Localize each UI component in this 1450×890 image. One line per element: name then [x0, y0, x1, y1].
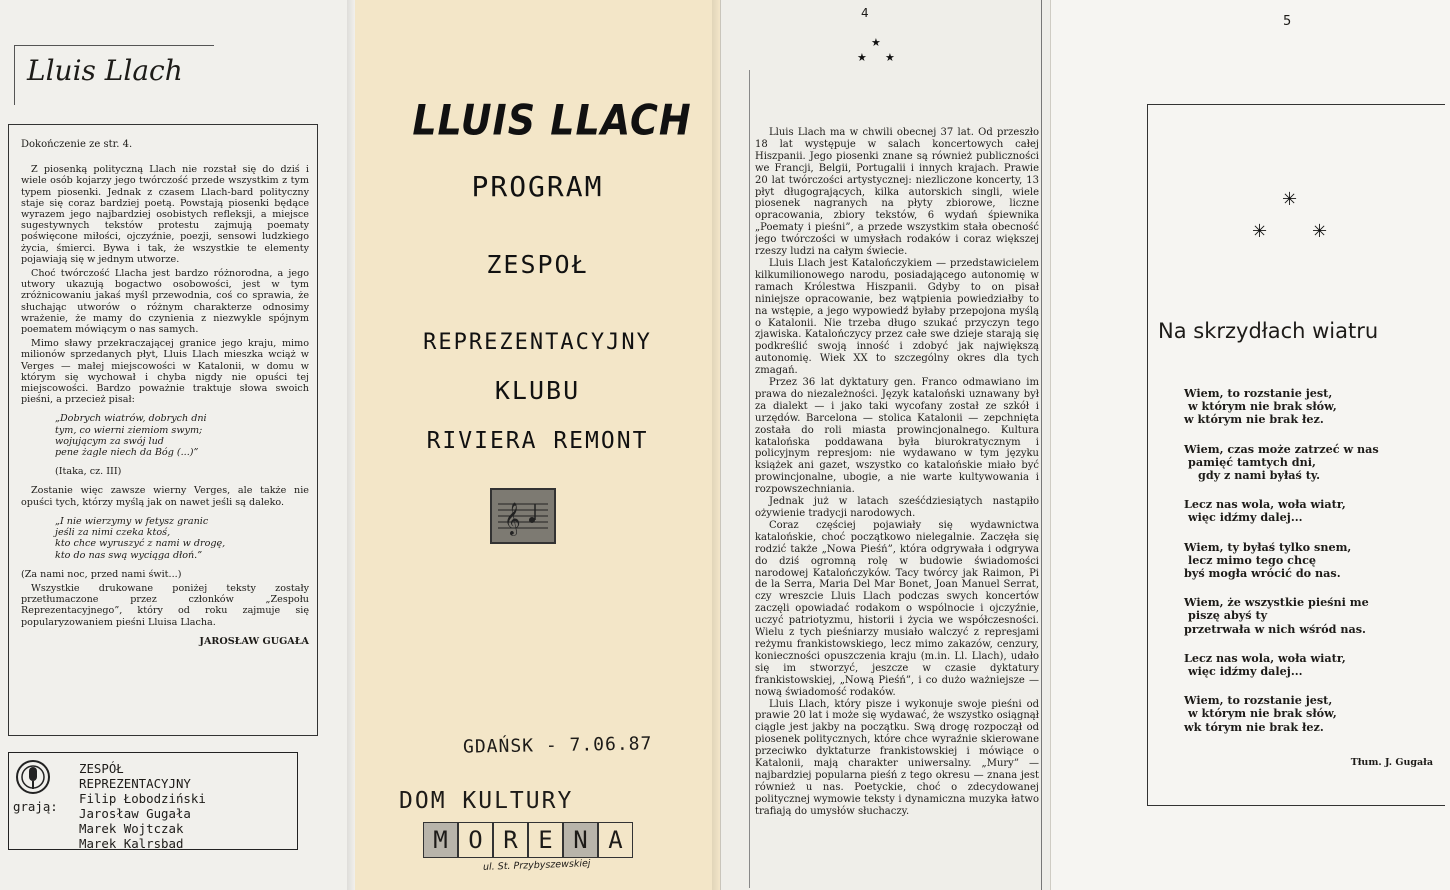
poem-line: przetrwała w nich wśród nas.: [1184, 621, 1366, 636]
poem-line: w którym nie brak słów,: [1188, 706, 1337, 721]
svg-text:✳: ✳: [1252, 221, 1268, 242]
plays-label: grają:: [13, 799, 58, 814]
author-signature: JAROSŁAW GUGAŁA: [199, 635, 309, 647]
article-paragraph: Jednak już w latach sześćdziesiątych nastąpiło ożywienie tradycji narodowych.: [755, 496, 1039, 519]
poem-line: Wiem, to rozstanie jest,: [1184, 693, 1333, 708]
poem-stanza: [1184, 541, 1434, 581]
poem-line: w którym nie brak łez.: [1184, 412, 1324, 427]
venue-letter: A: [598, 822, 633, 858]
venue-letter: E: [528, 822, 563, 858]
cover-line: RIVIERA REMONT: [426, 428, 649, 454]
article-paragraph: Mimo sławy przekraczającej granice jego kraju, mimo milionów sprzedanych płyt, Lluis Llach mieszka wciąż w Verges — małej miejscowości w Katalonii, w domu w którym się wychował i chyba nigdy nie opuści tej miejscowości. Bardzo poważnie traktuje słowa swoich pieśni, a przecież pisał:: [21, 338, 309, 406]
handwritten-title: Lluis Llach: [14, 45, 214, 105]
page-number: 4: [861, 6, 869, 20]
panel-biography: [720, 0, 1050, 890]
poem-line: Wiem, ty byłaś tylko snem,: [1184, 539, 1352, 554]
article-paragraph: Lluis Llach jest Katalończykiem — przedstawicielem kilkumilionowego narodu, posiadającego autonomię w ramach Królestwa Hiszpanii. Gdyby to on pisał niniejsze opracowanie, bez wątpienia powiedziałby to na wstępie, a jego wypowiedź byłaby przepojona myślą o Katalonii. Nie trzeba długo szukać przyczyn tego zjawiska. Katalończycy przez całe swe dzieje starają się podkreślić swoją inność i zdobyć jak największą autonomię. Wiek XX to szczególny okres dla tych zmagań.: [755, 257, 1039, 377]
cover-program: PROGRAM: [471, 170, 604, 203]
poem-line: Wiem, to rozstanie jest,: [1184, 386, 1333, 400]
credit-line: REPREZENTACYJNY: [79, 776, 191, 791]
column-rule: [749, 70, 750, 888]
poem-line: byś mogła wrócić do nas.: [1184, 566, 1341, 581]
article-paragraph: Choć twórczość Llacha jest bardzo różnorodna, a jego utwory ukazują bogactwo osobowości, jest w tym zróżnicowaniu jakaś myśl przewodnia, coś co sprawia, że słuchając utworów o różnym charakterze odnosimy wrażenie, że mamy do czynienia z niezwykle spójnym poematem mówiącym o nas samych.: [21, 268, 309, 336]
panel-article-continuation: [0, 0, 355, 890]
article-paragraph: Z piosenką polityczną Llach nie rozstał się do dziś i wiele osób kojarzy jego twórczość przede wszystkim z tym typem piosenki. Jednak z czasem Llach-bard polityczny staje się coraz bardziej poetą. Powstają piosenki będące wyrazem jego najbardziej osobistych refleksji, a miejsce sugestywnych tekstów protestu zajmują poematy poświęcone miłości, ojczyźnie, poezji, sensowi ludzkiego życia, śmierci. Bywa i tak, że wszystkie te elementy pojawiają się w jednym utworze.: [21, 164, 309, 265]
article-paragraph: Wszystkie drukowane poniżej teksty zostały przetłumaczone przez członków „Zespołu Reprezentacyjnego”, który od roku zajmuje się popularyzowaniem pieśni Lluisa Llacha.: [21, 582, 309, 628]
poem-line: piszę abyś ty: [1188, 608, 1268, 623]
article-column: [8, 124, 318, 736]
cover-line: ZESPOŁ: [486, 250, 589, 279]
quote-line: kto chce wyruszyć z nami w drogę,: [55, 538, 226, 550]
credit-line: Jarosław Gugała: [79, 806, 191, 821]
band-credits-box: [8, 752, 298, 850]
continuation-note: Dokończenie ze str. 4.: [21, 139, 133, 150]
poem-line: lecz mimo tego chcę: [1188, 552, 1317, 567]
poem-line: więc idźmy dalej...: [1188, 664, 1303, 679]
poem-frame: [1147, 104, 1445, 806]
poem-stanza: [1184, 443, 1434, 483]
quote-line: pene żagle niech da Bóg (...)”: [55, 447, 199, 459]
quote-line: tym, co wierni ziemiom swym;: [55, 424, 203, 436]
poem-text: [1184, 387, 1434, 750]
poem-line: w którym nie brak słów,: [1188, 399, 1337, 414]
quote-source: (Itaka, cz. III): [55, 466, 122, 478]
svg-text:𝄞: 𝄞: [504, 502, 521, 535]
poem-stanza: [1184, 694, 1434, 734]
poem-line: Lecz nas wola, woła wiatr,: [1184, 497, 1346, 512]
music-note-icon: [492, 490, 554, 542]
article-paragraph: Zostanie więc zawsze wierny Verges, ale także nie opuści tych, którzy myślą jak on nawet jeśli są daleko.: [21, 485, 309, 508]
column-rule: [1041, 0, 1042, 890]
band-members: [79, 761, 206, 851]
cover-line: KLUBU: [494, 376, 581, 405]
poem-line: Wiem, że wszystkie pieśni me: [1184, 595, 1369, 610]
poem-line: Wiem, czas może zatrzeć w nas: [1184, 441, 1379, 456]
article-paragraph: Coraz częściej pojawiały się wydawnictwa katalońskie, choć początkowo nielegalnie. Zaczęła się rodzić także „Nowa Pieśń”, która odgrywała i odgrywa do dziś ogromną rolę w budowie świadomości narodowej Katalończyków. Tacy twórcy jak Raimon, Pi de la Serra, Maria Del Mar Bonet, Joan Manuel Serrat, czy wreszcie Lluis Llach podczas swych koncertów zaczęli opowiadać rodakom o wspólnocie i ojczyźnie, uczyć patriotyzmu, historii i życia we współczesności. Wielu z tych pieśniarzy musiało walczyć z represjami reżymu frankistowskiego, lecz mimo zakazów, cenzury, konieczności opuszczenia kraju (m.in. Ll. Llach), udało się im stworzyć, jeszcze w czasie dyktatury frankistowskiej, „Nową Pieśń”, i co dużo ważniejsze — nową świadomość rodaków.: [755, 519, 1039, 698]
cover-line: REPREZENTACYJNY: [423, 330, 652, 355]
svg-text:★: ★: [857, 51, 867, 64]
poem-stanza: [1184, 652, 1434, 678]
poem-title: Na skrzydłach wiatru: [1158, 319, 1379, 343]
poem-line: wk tórym nie brak łez.: [1184, 719, 1324, 734]
credit-line: Marek Wojtczak: [79, 821, 184, 836]
venue-letter: R: [493, 822, 528, 858]
article-paragraph: Lluis Llach ma w chwili obecnej 37 lat. Od przeszło 18 lat występuje w salach koncertowych całej Hiszpanii. Jego piosenki znane są również publiczności we Francji, Belgii, Portugalii i innych krajach. Prawie 20 lat twórczości artystycznej: niezliczone koncerty, 13 płyt długogrających, kilka autorskich singli, wiele piosenek nagranych na płyty zbiorowe, liczne opracowania, zbiory tekstów, 6 wydań śpiewnika „Poematy i pieśni”, a przede wszystkim stała obecność jego twórczości w umysłach rodaków i coraz większej rzeszy ludzi na całym świecie.: [755, 127, 1039, 258]
quote-line: „Dobrych wiatrów, dobrych dni: [55, 413, 207, 425]
panel-poem: [1050, 0, 1450, 890]
quote-line: wojującym za swój lud: [55, 435, 164, 447]
credit-line: ZESPÓŁ: [79, 761, 124, 776]
poem-stanza: [1184, 596, 1434, 636]
asterisks-ornament-icon: [1248, 187, 1328, 247]
fold-shadow: [347, 0, 355, 890]
microphone-icon: [15, 759, 51, 795]
quote-source: (Za nami noc, przed nami świt...): [21, 568, 182, 580]
quote-line: „I nie wierzymy w fetysz granic: [55, 515, 209, 527]
svg-text:✳: ✳: [1282, 189, 1298, 210]
translator-credit: Tłum. J. Gugała: [1350, 757, 1433, 768]
venue-letter: O: [458, 822, 493, 858]
poem-stanza: [1184, 387, 1434, 427]
venue-letter: N: [563, 822, 598, 858]
credit-line: Marek Kalrsbad: [79, 836, 184, 851]
poem-line: gdy z nami byłaś ty.: [1198, 468, 1321, 483]
music-logo-stamp: [490, 488, 556, 544]
lyric-quote: [55, 413, 309, 458]
handwritten-date: GDAŃSK - 7.06.87: [462, 733, 653, 758]
venue-letter: M: [423, 822, 458, 858]
quote-line: jeśli za nimi czeka ktoś,: [55, 527, 171, 539]
article-paragraph: Lluis Llach, który pisze i wykonuje swoje pieśni od prawie 20 lat i może się wydawać, że wszystko osiągnął ciągle jest jakby na początku. Swą drogę rozpoczął od piosenek politycznych, które chce wyraźnie skierowane przeciwko dyktaturze frankistowskiej i mówiące o Katalonii, mają charakter uniwersalny. „Mury” — najbardziej popularna pieśń z tego okresu — znana jest również u nas. Poetyckie, choć o zdecydowanej politycznej wymowie teksty i dynamiczna muzyka łatwo trafiają do umysłów słuchaczy.: [755, 698, 1039, 817]
poem-line: pamięć tamtych dni,: [1188, 454, 1316, 469]
venue-name: DOM KULTURY: [399, 788, 574, 814]
poem-line: więc idźmy dalej...: [1188, 510, 1303, 525]
poem-stanza: [1184, 498, 1434, 524]
credit-line: Filip Łobodziński: [79, 791, 206, 806]
biography-column: [755, 127, 1039, 887]
lyric-quote: [55, 516, 309, 561]
stars-ornament-icon: [851, 34, 911, 64]
cover-title: LLUIS LLACH: [412, 95, 692, 145]
panel-program-cover: [355, 0, 720, 890]
fold-shadow: [712, 0, 720, 890]
svg-text:✳: ✳: [1312, 221, 1328, 242]
svg-text:★: ★: [885, 51, 895, 64]
venue-letters: [423, 822, 633, 858]
quote-line: kto do nas swą wyciąga dłoń.”: [55, 549, 203, 561]
page-number: 5: [1283, 14, 1292, 29]
article-paragraph: Przez 36 lat dyktatury gen. Franco odmawiano im prawa do niezależności. Język kataloński uznawany był za dialekt — i jako taki wycofany został ze szkół i urzędów. Barcelona — stolica Katalonii — zepchnięta została do roli miasta prowincjonalnego. Kultura katalońska poddawana była biurokratycznym i policyjnym represjom: nie wydawano w tym języku książek ani gazet, wszystko co katalońskie miało być prowincjonalne, ubogie, a nie warte kultywowania i rozpowszechniania.: [755, 377, 1039, 496]
handwritten-address: ul. St. Przybyszewskiej: [482, 858, 591, 873]
svg-text:★: ★: [871, 36, 881, 49]
poem-line: Lecz nas wola, woła wiatr,: [1184, 650, 1346, 665]
